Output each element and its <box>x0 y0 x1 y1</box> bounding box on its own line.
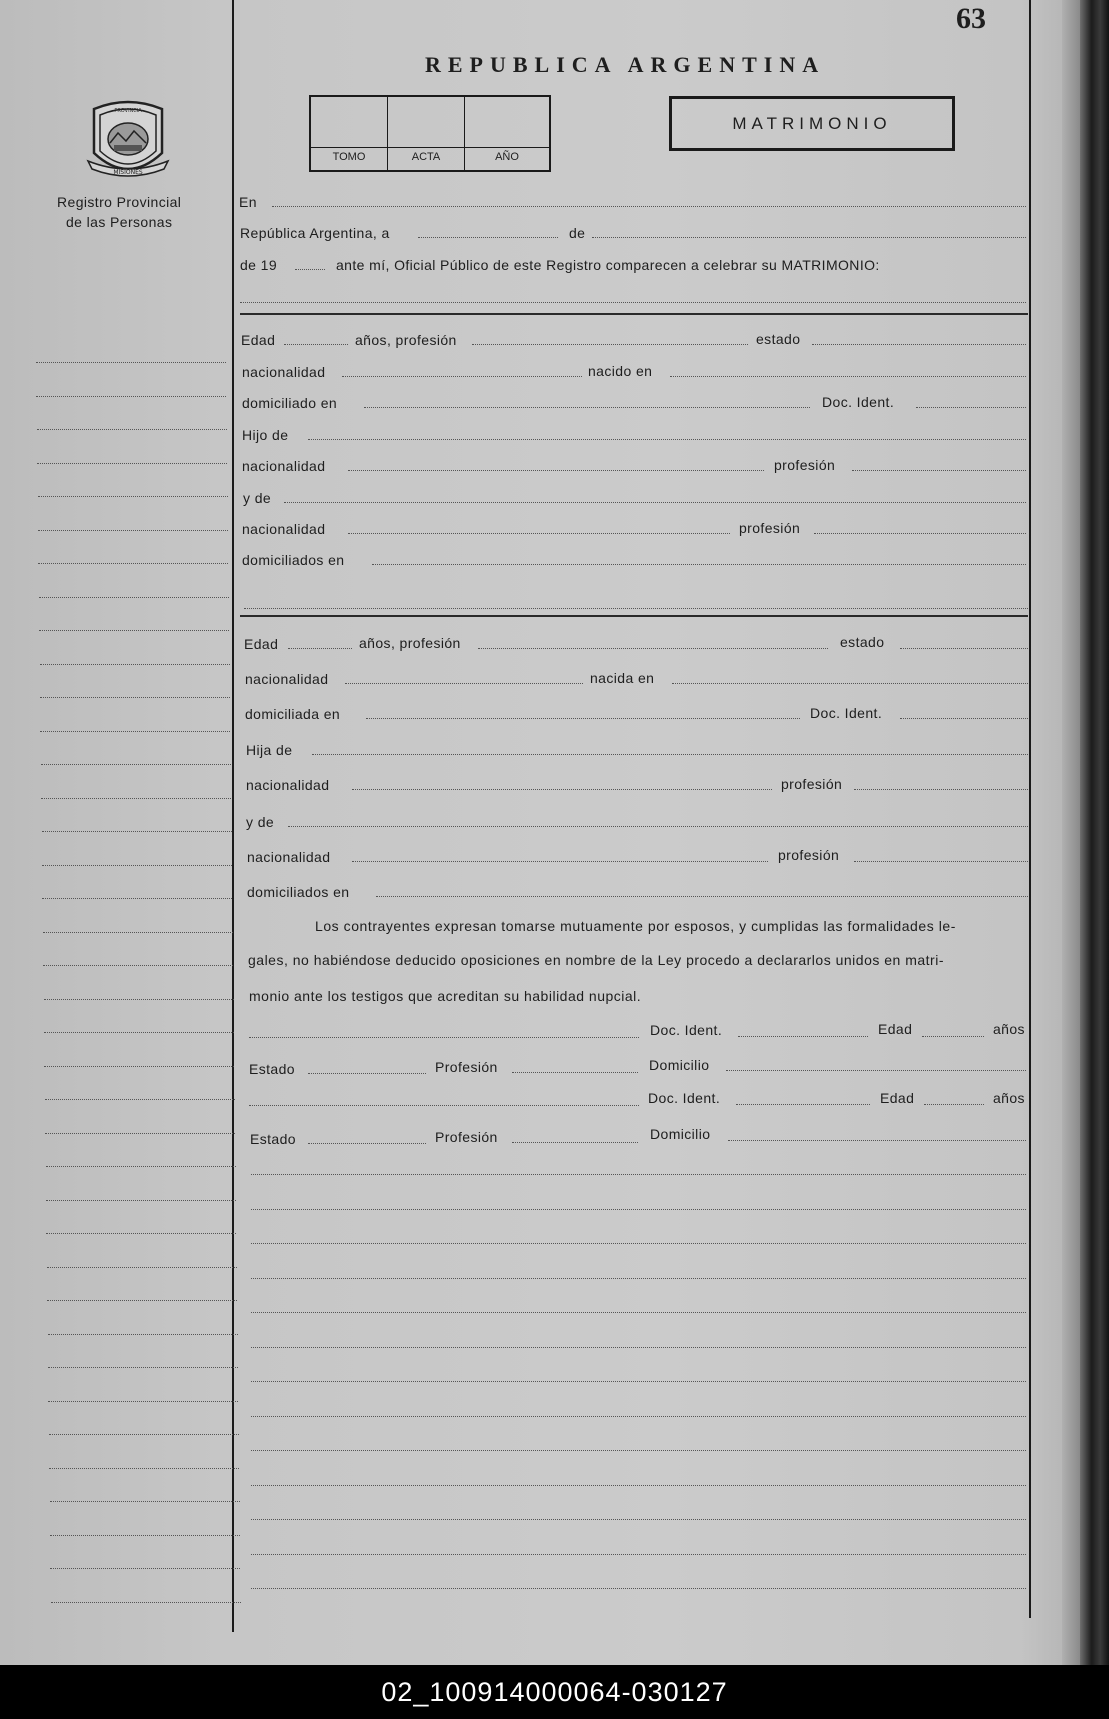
bride-nac3-line <box>352 861 768 862</box>
intro-year: de 19 <box>240 257 278 273</box>
bride-nacida: nacida en <box>590 670 655 686</box>
groom-estado-line <box>812 344 1026 345</box>
groom-edad-line <box>284 344 348 345</box>
groom-blank-line <box>244 608 1028 609</box>
intro-day-line <box>418 237 558 238</box>
bride-nac-line <box>345 683 583 684</box>
blank-ruled-line <box>251 1312 1026 1313</box>
margin-dotted-line <box>44 1032 234 1033</box>
margin-dotted-line <box>44 1066 234 1067</box>
witness2-edad-line <box>924 1104 984 1105</box>
witness2-estado: Estado <box>250 1131 296 1147</box>
witness1-profesion: Profesión <box>435 1059 498 1075</box>
provincial-seal <box>84 95 172 183</box>
blank-ruled-line <box>251 1588 1026 1589</box>
margin-dotted-line <box>45 1099 235 1100</box>
groom-hijo: Hijo de <box>242 427 289 443</box>
margin-dotted-line <box>48 1334 238 1335</box>
bride-edad-line <box>288 648 352 649</box>
groom-estado: estado <box>756 331 801 347</box>
margin-dotted-line <box>45 1133 235 1134</box>
witness1-domicilio: Domicilio <box>649 1057 710 1073</box>
ano-label: AÑO <box>465 147 549 163</box>
groom-nac-line <box>342 376 582 377</box>
intro-de: de <box>569 225 586 241</box>
act-type-box: MATRIMONIO <box>669 96 955 151</box>
witness2-profesion: Profesión <box>435 1129 498 1145</box>
witness2-anos: años <box>993 1090 1025 1106</box>
groom-prof3-line <box>814 533 1026 534</box>
intro-en: En <box>239 194 257 210</box>
groom-yde-line <box>284 502 1026 503</box>
groom-nacido-line <box>670 376 1026 377</box>
bride-estado: estado <box>840 634 885 650</box>
margin-dotted-line <box>50 1501 240 1502</box>
margin-dotted-line <box>51 1602 241 1603</box>
margin-dotted-line <box>49 1434 239 1435</box>
blank-ruled-line <box>251 1347 1026 1348</box>
bride-doms-line <box>376 896 1028 897</box>
declaration-line1: Los contrayentes expresan tomarse mutuamente por esposos, y cumplidas las formalidades le- <box>315 918 956 934</box>
margin-dotted-line <box>50 1535 240 1536</box>
bride-estado-line <box>900 648 1028 649</box>
bride-hija: Hija de <box>246 742 293 758</box>
witness2-prof-line <box>512 1142 638 1143</box>
margin-dotted-line <box>38 496 228 497</box>
page-edge-shadow <box>1062 0 1080 1665</box>
bride-prof2-line <box>854 789 1028 790</box>
margin-dotted-line <box>37 429 227 430</box>
tomo-label: TOMO <box>311 147 387 163</box>
witness2-doc: Doc. Ident. <box>648 1090 721 1106</box>
sidebar-registry-line1: Registro Provincial <box>57 194 182 210</box>
margin-dotted-line <box>42 898 232 899</box>
witness1-estado-line <box>308 1073 426 1074</box>
groom-prof2: profesión <box>774 457 836 473</box>
blank-ruled-line <box>251 1450 1026 1451</box>
bride-nac2-line <box>352 789 772 790</box>
groom-prof2-line <box>852 470 1026 471</box>
margin-dotted-line <box>43 965 233 966</box>
witness2-estado-line <box>308 1143 426 1144</box>
bride-nac3: nacionalidad <box>247 849 331 865</box>
left-margin-rule <box>232 0 234 1632</box>
intro-en-line <box>272 206 1026 207</box>
margin-dotted-line <box>36 396 226 397</box>
intro-statement: ante mí, Oficial Público de este Registro comparecen a celebrar su MATRIMONIO: <box>336 257 880 273</box>
declaration-line3: monio ante los testigos que acreditan su habilidad nupcial. <box>249 988 642 1004</box>
margin-dotted-line <box>46 1233 236 1234</box>
margin-dotted-line <box>38 563 228 564</box>
intro-year-line <box>295 269 325 270</box>
witness1-doc: Doc. Ident. <box>650 1022 723 1038</box>
margin-dotted-line <box>47 1300 237 1301</box>
margin-dotted-line <box>46 1200 236 1201</box>
blank-ruled-line <box>251 1243 1026 1244</box>
bride-edad: Edad <box>244 636 279 652</box>
groom-hijo-line <box>308 439 1026 440</box>
margin-dotted-line <box>48 1401 238 1402</box>
groom-edad: Edad <box>241 332 276 348</box>
ano-cell <box>465 97 549 170</box>
witness1-anos: años <box>993 1021 1025 1037</box>
margin-dotted-line <box>40 697 230 698</box>
witness1-dom-line <box>726 1070 1026 1071</box>
groom-nac3: nacionalidad <box>242 521 326 537</box>
blank-ruled-line <box>251 1554 1026 1555</box>
margin-dotted-line <box>46 1166 236 1167</box>
margin-dotted-line <box>39 597 229 598</box>
bride-section-rule <box>240 615 1028 617</box>
bride-dom-line <box>366 718 800 719</box>
blank-ruled-line <box>251 1416 1026 1417</box>
intro-blank-line <box>240 302 1026 303</box>
bride-nacida-line <box>672 683 1028 684</box>
groom-nac3-line <box>348 533 730 534</box>
groom-doms-line <box>372 564 1026 565</box>
bride-prof-line <box>478 648 828 649</box>
margin-dotted-line <box>49 1468 239 1469</box>
right-margin-rule <box>1029 0 1031 1618</box>
page-number: 63 <box>956 2 986 35</box>
groom-section-rule <box>240 313 1028 315</box>
registry-box <box>309 95 551 172</box>
groom-domiciliado: domiciliado en <box>242 395 338 411</box>
intro-republica: República Argentina, a <box>240 225 390 241</box>
sidebar-registry-line2: de las Personas <box>66 214 173 230</box>
bride-hija-line <box>312 754 1028 755</box>
seal-text-bottom: MISIONES <box>113 169 143 176</box>
witness2-edad: Edad <box>880 1090 915 1106</box>
witness2-dom-line <box>728 1140 1026 1141</box>
groom-doc-line <box>916 407 1026 408</box>
declaration-line2: gales, no habiéndose deducido oposiciones en nombre de la Ley procedo a declararlos unidos en matri- <box>248 952 944 968</box>
acta-cell <box>388 97 465 170</box>
seal-text-top: PROVINCIA <box>114 108 142 114</box>
margin-dotted-line <box>43 932 233 933</box>
margin-dotted-line <box>41 798 231 799</box>
bride-doc: Doc. Ident. <box>810 705 883 721</box>
blank-ruled-line <box>251 1209 1026 1210</box>
blank-ruled-line <box>251 1174 1026 1175</box>
country-title: REPUBLICA ARGENTINA <box>425 52 826 77</box>
groom-nacionalidad: nacionalidad <box>242 364 326 380</box>
bride-yde-line <box>288 826 1028 827</box>
blank-ruled-line <box>251 1381 1026 1382</box>
groom-nacido: nacido en <box>588 363 653 379</box>
groom-domiciliados: domiciliados en <box>242 552 345 568</box>
groom-prof-line <box>472 344 748 345</box>
image-caption: 02_100914000064-030127 <box>0 1665 1109 1719</box>
book-binding <box>1080 0 1109 1665</box>
groom-anos-prof: años, profesión <box>355 332 457 348</box>
witness2-name-line <box>249 1105 639 1106</box>
witness1-prof-line <box>512 1072 638 1073</box>
witness1-name-line <box>249 1037 639 1038</box>
witness2-domicilio: Domicilio <box>650 1126 711 1142</box>
bride-doc-line <box>900 718 1028 719</box>
margin-dotted-line <box>44 999 234 1000</box>
margin-dotted-line <box>36 362 226 363</box>
groom-nac2: nacionalidad <box>242 458 326 474</box>
groom-dom-line <box>364 407 810 408</box>
margin-dotted-line <box>39 630 229 631</box>
tomo-cell <box>311 97 388 170</box>
margin-dotted-line <box>42 831 232 832</box>
margin-dotted-line <box>40 664 230 665</box>
margin-dotted-line <box>42 865 232 866</box>
margin-dotted-line <box>38 530 228 531</box>
bride-domiciliada: domiciliada en <box>245 706 341 722</box>
margin-dotted-line <box>48 1367 238 1368</box>
witness1-estado: Estado <box>249 1061 295 1077</box>
witness2-doc-line <box>736 1104 870 1105</box>
bride-domiciliados: domiciliados en <box>247 884 350 900</box>
witness1-edad: Edad <box>878 1021 913 1037</box>
bride-prof3: profesión <box>778 847 840 863</box>
groom-prof3: profesión <box>739 520 801 536</box>
bride-anos-prof: años, profesión <box>359 635 461 651</box>
margin-dotted-line <box>37 463 227 464</box>
blank-ruled-line <box>251 1278 1026 1279</box>
witness1-doc-line <box>738 1036 868 1037</box>
acta-label: ACTA <box>388 147 464 163</box>
margin-dotted-line <box>41 764 231 765</box>
blank-ruled-line <box>251 1519 1026 1520</box>
bride-prof2: profesión <box>781 776 843 792</box>
bride-prof3-line <box>854 861 1028 862</box>
bride-nac2: nacionalidad <box>246 777 330 793</box>
bride-yde: y de <box>246 814 275 830</box>
witness1-edad-line <box>922 1036 984 1037</box>
margin-dotted-line <box>47 1267 237 1268</box>
margin-dotted-line <box>50 1568 240 1569</box>
intro-month-line <box>592 237 1026 238</box>
groom-doc: Doc. Ident. <box>822 394 895 410</box>
bride-nacionalidad: nacionalidad <box>245 671 329 687</box>
margin-dotted-line <box>40 731 230 732</box>
groom-yde: y de <box>243 490 272 506</box>
groom-nac2-line <box>348 470 764 471</box>
blank-ruled-line <box>251 1485 1026 1486</box>
